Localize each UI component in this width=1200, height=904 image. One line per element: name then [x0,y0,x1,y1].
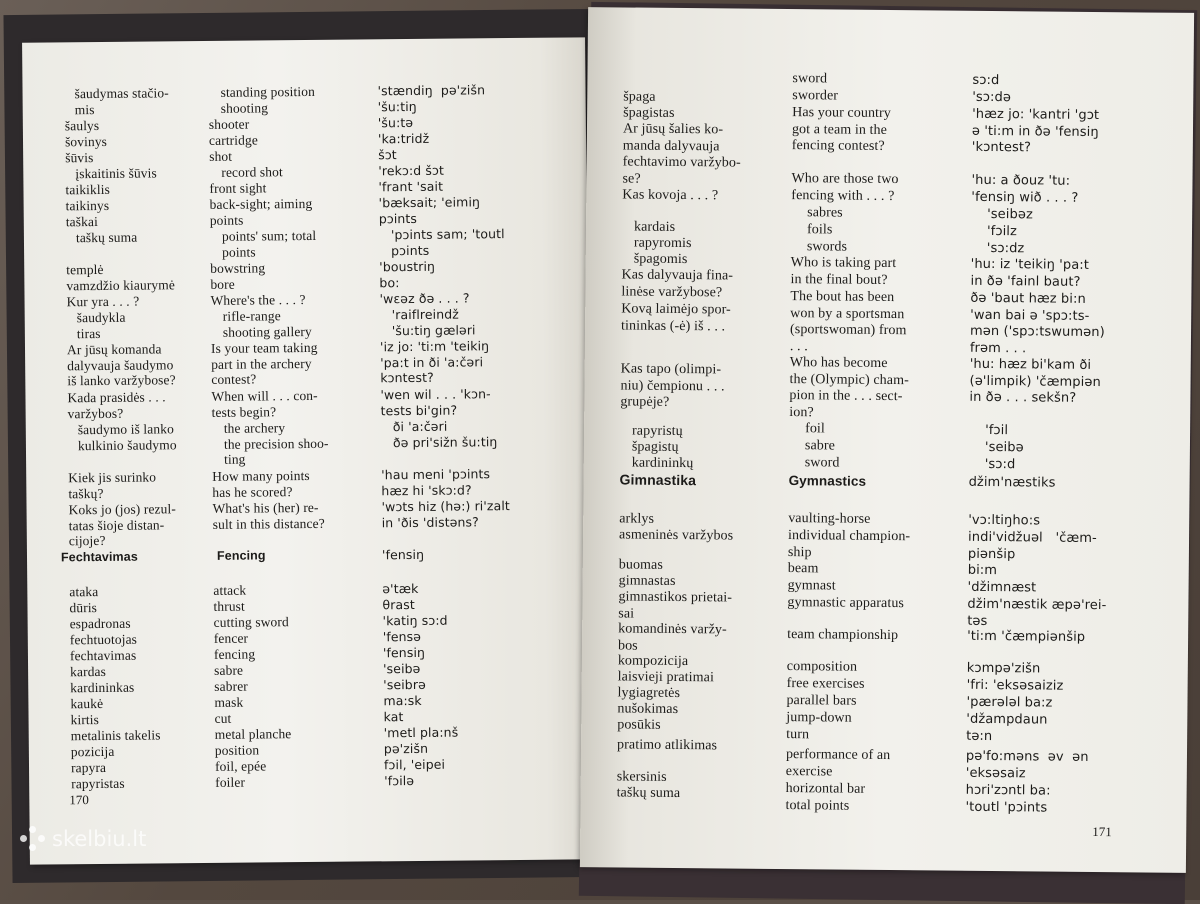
pronunciation: 'bæksait; 'eimiŋ [378,194,481,211]
english-term: points [209,212,244,228]
english-term: sabre [214,662,244,678]
lithuanian-term: vamzdžio kiaurymė [66,277,176,294]
pronunciation: ði 'a:čəri ðə pri'sižn šu:tiŋ [392,418,498,450]
lithuanian-term: tiras [76,325,101,342]
pronunciation: kɔmpə'zišn [966,660,1041,677]
pronunciation: 'wɛəz ðə . . . ? [379,290,470,307]
english-term: Who is taking part in the final bout? [790,255,897,288]
lithuanian-term: šovinys [64,133,108,150]
pronunciation: 'šu:tiŋ [377,98,417,115]
pronunciation: 'seibəz [987,206,1033,223]
pronunciation: 'toutl 'pɔints [965,799,1048,816]
lithuanian-term: taškų suma [75,229,138,246]
pronunciation: 'fɔilz [986,223,1018,240]
lithuanian-term: Kur yra . . . ? [66,293,140,310]
english-term: sabrer [214,678,248,694]
lithuanian-term: kardininkas [70,679,135,696]
lithuanian-term: Kas tapo (olimpi- niu) čempionu . . . grupėje? [620,361,725,410]
lithuanian-term: Ar jūsų komanda dalyvauja šaudymo iš lanko varžybose? [66,341,176,389]
lithuanian-term: špagomis [633,251,688,268]
english-term: bowstring [210,260,266,276]
pronunciation: ðə 'baut hæz bi:n 'wan bai ə 'spɔ:ts- mən ('spɔ:tswumən) frəm . . . [969,290,1105,356]
lithuanian-term: šaudymo iš lanko kulkinio šaudymo [77,421,177,453]
english-term: shot [209,148,233,164]
lithuanian-term: pratimo atlikimas [616,737,718,754]
lithuanian-term: dūris [69,600,98,616]
pronunciation: 'šu:tə [377,114,414,131]
pronunciation: kat [383,709,404,725]
pronunciation: fɔil, 'eipei [383,756,446,773]
lithuanian-term: Kiek jis surinko taškų? [68,469,157,501]
pronunciation: 'fensiŋ [382,644,426,661]
pronunciation: indi'vidžuəl 'čæm- piənšip [967,529,1097,562]
pronunciation: 'šu:tiŋ gæləri [391,322,476,339]
english-term: The bout has been won by a sportsman (sportswoman) from . . . [789,289,907,354]
english-term: the archery the precision shoo- ting [223,420,329,467]
lithuanian-term: taškų suma [616,785,681,802]
pronunciation: 'sɔ:dz [986,240,1025,257]
english-term: Is your team taking part in the archery contest? [210,339,318,387]
page-number-left: 170 [69,792,89,808]
lithuanian-term: kardininkų [631,455,694,472]
lithuanian-term: Koks jo (jos) rezul- tatas šioje distan- cijoje? [68,501,176,549]
english-term: rifle-range [222,308,281,324]
pronunciation: pɔints [378,210,418,227]
pronunciation: 'raiflreindž [391,306,459,323]
english-term: foil, epée [214,758,267,774]
english-term: sword [792,71,828,87]
section-heading-en: Gymnastics [788,473,867,489]
pronunciation: 'wɔts hiz (hə:) ri'zalt in 'ðis 'distəns? [381,498,510,530]
lithuanian-term: kardais [633,219,676,235]
pronunciation: 'seibə [984,439,1024,456]
page-170 [22,37,593,864]
lithuanian-term: komandinės varžy- bos [617,621,727,654]
english-term: cartridge [208,132,258,148]
pronunciation: ma:sk [383,692,422,709]
english-term: How many points has he scored? [212,467,310,500]
lithuanian-term: skersinis [616,769,667,785]
english-term: attack [213,582,247,598]
english-term: shooter [208,116,250,132]
pronunciation: 'sɔ:d [984,456,1016,473]
lithuanian-term: laisvieji pratimai [617,669,715,686]
section-heading-ipa: 'fensiŋ [381,546,425,563]
english-term: Has your country got a team in the fencing contest? [791,105,892,154]
pronunciation: 'pærələl ba:z [966,694,1053,711]
pronunciation: 'ka:tridž [377,130,430,147]
lithuanian-term: kaukė [70,695,104,712]
english-term: free exercises [786,676,865,692]
english-term: shooting [220,100,269,116]
english-term: composition [786,659,858,675]
lithuanian-term: įskaitinis šūvis [75,165,157,182]
lithuanian-term: ataka [69,584,99,600]
lithuanian-term: gimnastas [618,573,676,589]
pronunciation: 'metl pla:nš [383,724,459,741]
pronunciation: 'boustriŋ [379,258,436,275]
lithuanian-term: špagistas [623,105,675,121]
lithuanian-term: Ar jūsų šalies ko- manda dalyvauja fechtavimo varžybo- se? [622,121,741,187]
pronunciation: pə'fo:məns əv ən 'eksəsaiz [965,748,1089,781]
pronunciation: tə:n [966,728,993,745]
pronunciation: 'hau meni 'pɔints hæz hi 'skɔ:d? [381,466,491,498]
english-term: position [214,742,260,758]
english-term: record shot [221,164,283,180]
pronunciation: 'fɔilə [384,772,415,789]
pronunciation: 'vɔ:ltiŋho:s [968,512,1041,529]
english-term: front sight [209,180,267,196]
lithuanian-term: fechtavimas [69,647,137,664]
lithuanian-term: taikiklis [65,181,110,198]
pronunciation: 'sɔ:də [972,89,1012,106]
pronunciation: 'frant 'sait [378,178,444,195]
lithuanian-term: špaga [623,89,656,105]
english-term: fencer [213,630,249,646]
english-term: gymnastic apparatus [787,595,905,612]
english-term: turn [786,727,810,743]
lithuanian-term: metalinis takelis [70,727,161,744]
english-term: mask [214,694,244,710]
english-term: Where's the . . . ? [210,292,306,308]
pronunciation: 'rekɔ:d šɔt [378,162,444,179]
pronunciation: 'seibə [383,660,421,677]
lithuanian-term: šūvis [65,150,94,166]
english-term: swords [806,239,848,255]
lithuanian-term: šaudykla [76,309,126,326]
english-term: parallel bars [786,693,857,709]
pronunciation: bo: [379,275,400,291]
pronunciation: hɔri'zɔntl ba: [965,782,1051,799]
pronunciation: 'džampdaun [966,711,1048,728]
english-term: What's his (her) re- sult in this distance? [212,499,325,532]
page-number-right: 171 [1092,823,1112,840]
lithuanian-term: taškai [65,214,98,230]
english-term: beam [787,561,819,577]
english-term: standing position [220,83,315,100]
lithuanian-term: espadronas [69,615,131,632]
english-term: points' sum; total points [221,227,317,260]
pronunciation: sɔ:d [972,72,1000,89]
section-heading-en: Fencing [216,548,266,563]
lithuanian-term: taikinys [65,197,110,214]
english-term: When will . . . con- tests begin? [211,387,318,420]
english-term: jump-down [786,710,852,726]
lithuanian-term: templė [66,261,104,278]
english-term: metal planche [214,726,292,742]
english-term: foils [806,222,833,238]
pronunciation: 'hu: hæz bi'kam ði (ə'limpik) 'čæmpiən in ðə . . . sekšn? [969,356,1101,406]
lithuanian-term: buomas [618,557,664,573]
english-term: sworder [792,88,839,104]
english-term: Who has become the (Olympic) cham- pion in the . . . sect- ion? [789,355,909,420]
watermark-text: skelbiu.lt [52,827,147,851]
pronunciation: 'wen wil . . . 'kɔn- tests bi'gin? [380,386,491,418]
lithuanian-term: Kada prasidės . . . varžybos? [67,389,166,421]
pronunciation: 'ti:m 'čæmpiənšip [967,628,1086,645]
section-heading-ipa: džim'næstiks [968,474,1056,491]
english-term: sabres [807,205,843,221]
lithuanian-term: posūkis [617,717,661,733]
pronunciation: 'katiŋ sɔ:d [382,612,448,629]
english-term: total points [785,798,850,814]
lithuanian-term: rapyra [70,759,107,776]
pronunciation: 'iz jo: 'ti:m 'teikiŋ 'pa:t in ði 'a:čəri kɔntest? [379,338,490,386]
pronunciation: 'džimnæst [967,579,1037,596]
english-term: cutting sword [213,614,289,630]
pronunciation: 'hæz jo: 'kantri 'gɔt ə 'ti:m in ðə 'fensiŋ 'kɔntest? [971,106,1100,156]
english-term: horizontal bar [785,781,866,797]
pronunciation: 'hu: iz 'teikiŋ 'pa:t in ðə 'fainl baut? [970,256,1090,290]
lithuanian-term: kardas [70,663,107,680]
pronunciation: džim'næstik æpə'rei- təs [967,596,1107,629]
english-term: bore [210,276,235,292]
english-term: shooting gallery [222,323,312,340]
section-heading-lt: Fechtavimas [60,549,138,565]
logo-dots-icon [20,826,46,852]
pronunciation: 'hu: a ðouz 'tu: 'fensiŋ wið . . . ? [971,172,1079,206]
lithuanian-term: Kas dalyvauja fina- linėse varžybose? [621,267,734,300]
pronunciation: šɔt [378,147,397,163]
lithuanian-term: šaudymas stačio- mis [74,85,169,117]
pronunciation: 'pɔints sam; 'toutl pɔints [390,226,505,258]
english-term: foiler [215,774,246,790]
english-term: Who are those two fencing with . . . ? [791,171,899,204]
english-term: sabre [804,438,836,454]
lithuanian-term: Kas kovoja . . . ? [622,187,719,204]
lithuanian-term: nušokimas [617,701,679,718]
pronunciation: 'fensə [382,628,422,645]
lithuanian-term: rapyristas [71,775,125,792]
watermark [20,826,146,852]
pronunciation: pə'zišn [383,740,429,757]
lithuanian-term: kirtis [70,712,99,728]
page-171 [580,7,1194,873]
lithuanian-term: rapyristų [632,423,683,440]
pronunciation: bi:m [967,562,998,579]
pronunciation: θrast [382,596,415,613]
english-term: team championship [787,627,899,644]
pronunciation: ə'tæk [382,580,419,597]
english-term: gymnast [787,578,836,594]
lithuanian-term: šaulys [64,117,100,134]
pronunciation: 'stændiŋ pə'zišn [377,82,486,99]
lithuanian-term: pozicija [70,743,115,760]
english-term: vaulting-horse [788,511,871,527]
pronunciation: 'seibrə [383,676,426,693]
english-term: individual champion- ship [787,528,911,560]
lithuanian-term: kompozicija [617,653,689,670]
lithuanian-term: fechtuotojas [69,631,138,648]
english-term: performance of an exercise [785,747,891,779]
english-term: thrust [213,598,245,614]
section-heading-lt: Gimnastika [619,471,697,489]
lithuanian-term: asmeninės varžybos [619,527,734,544]
lithuanian-term: špagistų [631,439,679,455]
lithuanian-term: rapyromis [633,235,692,252]
pronunciation: 'fɔil [985,422,1009,439]
english-term: fencing [213,646,256,662]
english-term: foil [805,421,826,437]
lithuanian-term: arklys [619,511,655,527]
english-term: back-sight; aiming [209,195,313,212]
lithuanian-term: Kovą laimėjo spor- tininkas (-ė) iš . . . [621,301,731,334]
english-term: sword [804,455,840,471]
lithuanian-term: lygiagretės [617,685,681,702]
english-term: cut [214,710,232,726]
lithuanian-term: gimnastikos prietai- sai [618,589,733,622]
pronunciation: 'fri: 'eksəsaiziz [966,677,1064,694]
